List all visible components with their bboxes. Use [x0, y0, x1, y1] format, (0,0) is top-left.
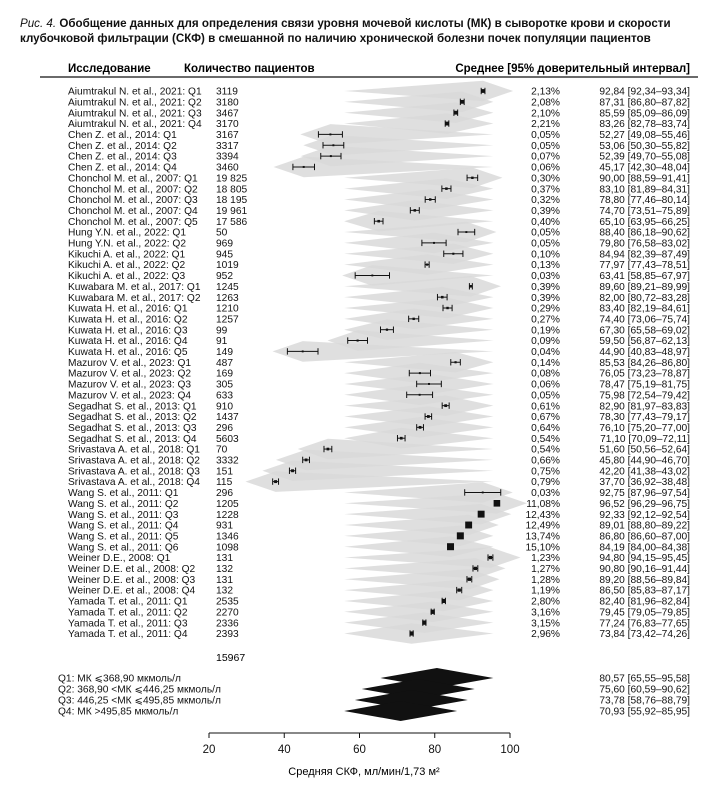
- patient-count: 1098: [216, 542, 239, 554]
- point-estimate: [329, 133, 331, 135]
- patient-count: 1257: [216, 314, 239, 326]
- patient-count: 2535: [216, 596, 239, 608]
- study-estimate-ci: 79,45 [79,05–79,85]: [599, 607, 690, 619]
- study-label: Srivastava A. et al., 2018: Q4: [68, 477, 200, 489]
- study-estimate-ci: 92,75 [87,96–97,54]: [599, 488, 690, 500]
- study-weight: 0,54%: [531, 433, 560, 445]
- study-weight: 13,74%: [525, 531, 560, 543]
- study-weight: 0,05%: [531, 227, 560, 239]
- study-weight: 0,75%: [531, 466, 560, 478]
- point-estimate: [446, 307, 448, 309]
- patient-count: 115: [216, 477, 233, 489]
- x-tick-label: 80: [428, 744, 442, 756]
- study-estimate-ci: 83,40 [82,19–84,61]: [599, 303, 690, 315]
- patient-count: 19 961: [216, 205, 248, 217]
- study-label: Hung Y.N. et al., 2022: Q2: [68, 238, 186, 250]
- study-label: Kikuchi A. et al., 2022: Q2: [68, 260, 186, 272]
- study-estimate-ci: 42,20 [41,38–43,02]: [599, 466, 690, 478]
- study-estimate-ci: 78,30 [77,43–79,17]: [599, 412, 690, 424]
- pooled-label: Q4: МК >495,85 мкмоль/л: [58, 706, 179, 718]
- study-estimate-ci: 37,70 [36,92–38,48]: [599, 477, 690, 489]
- point-estimate: [386, 329, 388, 331]
- study-weight: 0,40%: [531, 216, 560, 228]
- study-label: Yamada T. et al., 2011: Q4: [68, 629, 188, 641]
- study-estimate-ci: 74,70 [73,51–75,89]: [599, 205, 690, 217]
- patient-count: 2393: [216, 629, 239, 641]
- figure-number: Рис. 4.: [20, 17, 57, 30]
- study-estimate-ci: 84,94 [82,39–87,49]: [599, 249, 690, 261]
- prediction-band: [344, 623, 493, 644]
- study-label: Aiumtrakul N. et al., 2021: Q1: [68, 86, 202, 98]
- figure-title: Обобщение данных для определения связи уровня мочевой кислоты (МК) в сыворотке крови и скорости клубочковой фильтрации (СКФ) в смешанной по наличию хронической болезни почек популяции пациентов: [20, 17, 671, 45]
- study-weight: 0,32%: [531, 195, 560, 207]
- study-label: Weiner D.E., 2008: Q1: [68, 553, 171, 565]
- study-weight: 0,07%: [531, 151, 560, 163]
- point-estimate: [409, 631, 413, 635]
- column-header-mean-ci: Среднее [95% доверительный интервал]: [455, 63, 690, 75]
- patient-count: 99: [216, 325, 228, 337]
- study-weight: 15,10%: [525, 542, 560, 554]
- study-weight: 2,13%: [531, 86, 560, 98]
- study-estimate-ci: 94,80 [94,15–95,45]: [599, 553, 690, 565]
- study-label: Chen Z. et al., 2014: Q2: [68, 140, 177, 152]
- study-estimate-ci: 82,90 [81,97–83,83]: [599, 401, 690, 413]
- x-tick-label: 40: [277, 744, 291, 756]
- point-estimate: [422, 621, 426, 625]
- point-estimate: [460, 100, 464, 104]
- patient-count: 1228: [216, 509, 239, 521]
- study-weight: 0,54%: [531, 444, 560, 456]
- study-estimate-ci: 92,84 [92,34–93,34]: [599, 86, 690, 98]
- point-estimate: [454, 111, 458, 115]
- study-estimate-ci: 86,80 [86,60–87,00]: [599, 531, 690, 543]
- patient-count: 91: [216, 336, 228, 348]
- study-estimate-ci: 96,52 [96,29–96,75]: [599, 498, 690, 510]
- study-weight: 3,16%: [531, 607, 560, 619]
- patient-count: 18 805: [216, 184, 248, 196]
- study-weight: 0,14%: [531, 357, 560, 369]
- study-weight: 1,27%: [531, 564, 560, 575]
- study-estimate-ci: 76,05 [73,23–78,87]: [599, 368, 690, 380]
- patient-count: 1210: [216, 303, 239, 315]
- patient-count: 50: [216, 227, 228, 239]
- patient-count: 132: [216, 564, 233, 575]
- study-label: Kikuchi A. et al., 2022: Q3: [68, 271, 186, 283]
- pooled-estimate-ci: 80,57 [65,55–95,58]: [599, 673, 690, 685]
- study-estimate-ci: 82,00 [80,72–83,28]: [599, 292, 690, 304]
- study-label: Wang S. et al., 2011: Q3: [68, 509, 179, 521]
- point-estimate: [327, 448, 330, 451]
- point-estimate: [330, 155, 332, 157]
- study-estimate-ci: 83,10 [81,89–84,31]: [599, 184, 690, 196]
- study-label: Chonchol M. et al., 2007: Q1: [68, 173, 198, 185]
- point-estimate: [433, 242, 435, 244]
- study-label: Mazurov V. et al., 2023: Q1: [68, 357, 192, 369]
- study-label: Yamada T. et al., 2011: Q2: [68, 607, 188, 619]
- study-weight: 0,05%: [531, 140, 560, 152]
- patient-count: 17 586: [216, 216, 248, 228]
- patient-count: 18 195: [216, 195, 248, 207]
- study-weight: 0,04%: [531, 347, 560, 358]
- point-estimate: [371, 275, 373, 277]
- study-weight: 2,10%: [531, 108, 560, 120]
- study-estimate-ci: 45,80 [44,90–46,70]: [599, 455, 690, 467]
- study-label: Srivastava A. et al., 2018: Q3: [68, 466, 200, 478]
- prediction-band-layer: [245, 81, 527, 644]
- study-label: Chonchol M. et al., 2007: Q5: [68, 216, 198, 228]
- patient-count: 910: [216, 401, 233, 413]
- study-weight: 0,27%: [531, 314, 560, 326]
- point-estimate: [274, 480, 277, 483]
- point-estimate: [482, 492, 484, 494]
- study-estimate-ci: 67,30 [65,58–69,02]: [599, 325, 690, 337]
- study-weight: 0,37%: [531, 184, 560, 196]
- total-patients: 15967: [216, 652, 246, 664]
- patient-count: 1019: [216, 260, 239, 272]
- pooled-estimate-ci: 70,93 [55,92–85,95]: [599, 706, 690, 718]
- study-label: Segadhat S. et al., 2013: Q2: [68, 412, 197, 424]
- study-weight: 0,05%: [531, 390, 560, 402]
- study-label: Wang S. et al., 2011: Q4: [68, 520, 179, 532]
- point-estimate: [468, 578, 471, 581]
- study-label: Mazurov V. et al., 2023: Q4: [68, 390, 192, 402]
- study-estimate-ci: 88,40 [86,18–90,62]: [599, 227, 690, 239]
- point-estimate: [412, 318, 414, 320]
- study-estimate-ci: 84,19 [84,00–84,38]: [599, 542, 690, 554]
- study-label: Srivastava A. et al., 2018: Q2: [68, 455, 200, 467]
- study-weight: 1,28%: [531, 574, 560, 586]
- column-header-study: Исследование: [68, 63, 151, 75]
- study-weight: 0,39%: [531, 281, 560, 293]
- study-weight: 0,29%: [531, 303, 560, 315]
- study-weight: 2,80%: [531, 596, 560, 608]
- study-weight: 0,03%: [531, 488, 560, 500]
- study-estimate-ci: 52,39 [49,70–55,08]: [599, 151, 690, 163]
- patient-count: 1245: [216, 281, 239, 293]
- study-weight: 0,64%: [531, 422, 560, 434]
- patient-count: 3317: [216, 140, 239, 152]
- study-label: Kuwata H. et al., 2016: Q3: [68, 325, 188, 337]
- point-estimate: [305, 458, 308, 461]
- study-weight: 0,67%: [531, 412, 560, 424]
- study-estimate-ci: 82,40 [81,96–82,84]: [599, 596, 690, 608]
- study-estimate-ci: 59,50 [56,87–62,13]: [599, 336, 690, 348]
- patient-count: 19 825: [216, 173, 248, 185]
- patient-count: 3467: [216, 108, 239, 120]
- study-weight: 0,08%: [531, 368, 560, 380]
- study-estimate-ci: 75,98 [72,54–79,42]: [599, 390, 690, 402]
- study-label: Segadhat S. et al., 2013: Q3: [68, 422, 197, 434]
- study-estimate-ci: 92,33 [92,12–92,54]: [599, 509, 690, 521]
- point-estimate: [377, 220, 380, 223]
- study-label: Aiumtrakul N. et al., 2021: Q3: [68, 108, 202, 120]
- point-estimate: [400, 437, 403, 440]
- study-label: Yamada T. et al., 2011: Q1: [68, 596, 188, 608]
- patient-count: 1205: [216, 498, 239, 510]
- point-estimate: [291, 469, 294, 472]
- study-weight: 1,23%: [531, 553, 560, 565]
- point-estimate: [444, 404, 447, 407]
- study-label: Chonchol M. et al., 2007: Q3: [68, 195, 198, 207]
- point-estimate: [481, 89, 485, 93]
- study-estimate-ci: 52,27 [49,08–55,46]: [599, 130, 690, 141]
- pooled-estimate-ci: 73,78 [58,76–88,79]: [599, 695, 690, 707]
- study-label: Kuwata H. et al., 2016: Q4: [68, 336, 188, 348]
- study-estimate-ci: 65,10 [63,95–66,25]: [599, 216, 690, 228]
- study-weight: 12,49%: [525, 520, 560, 532]
- study-estimate-ci: 86,50 [85,83–87,17]: [599, 585, 690, 597]
- study-estimate-ci: 85,53 [84,26–86,80]: [599, 357, 690, 369]
- study-label: Hung Y.N. et al., 2022: Q1: [68, 227, 186, 239]
- point-estimate: [303, 166, 305, 168]
- study-estimate-ci: 76,10 [75,20–77,00]: [599, 422, 690, 434]
- study-estimate-ci: 89,20 [88,56–89,84]: [599, 574, 690, 586]
- point-estimate: [445, 187, 448, 190]
- study-estimate-ci: 78,47 [75,19–81,75]: [599, 379, 690, 391]
- point-estimate: [332, 144, 334, 146]
- study-weight: 0,13%: [531, 260, 560, 272]
- study-label: Segadhat S. et al., 2013: Q1: [68, 401, 197, 413]
- point-estimate: [302, 350, 304, 352]
- study-estimate-ci: 78,80 [77,46–80,14]: [599, 195, 690, 207]
- study-label: Kuwabara M. et al., 2017: Q2: [68, 292, 201, 304]
- pooled-label: Q3: 446,25 <МК ⩽495,85 мкмоль/л: [58, 695, 221, 707]
- patient-count: 3332: [216, 455, 239, 467]
- study-weight: 2,08%: [531, 97, 560, 109]
- x-tick-label: 100: [500, 744, 520, 756]
- patient-count: 296: [216, 422, 233, 434]
- point-estimate: [419, 372, 421, 374]
- study-estimate-ci: 73,84 [73,42–74,26]: [599, 629, 690, 641]
- point-estimate: [454, 361, 456, 363]
- point-estimate: [465, 522, 472, 529]
- study-label: Wang S. et al., 2011: Q1: [68, 488, 179, 500]
- patient-count: 1263: [216, 292, 239, 304]
- patient-count: 1346: [216, 531, 239, 543]
- point-estimate: [457, 532, 464, 539]
- patient-count: 3119: [216, 86, 238, 98]
- study-estimate-ci: 77,24 [76,83–77,65]: [599, 618, 690, 630]
- point-estimate: [357, 340, 359, 342]
- study-label: Kikuchi A. et al., 2022: Q1: [68, 249, 186, 261]
- study-weight: 0,61%: [531, 401, 560, 413]
- study-estimate-ci: 89,60 [89,21–89,99]: [599, 281, 690, 293]
- point-estimate: [429, 198, 431, 200]
- point-estimate: [447, 543, 454, 550]
- x-tick-label: 20: [202, 744, 216, 756]
- study-weight: 1,19%: [531, 585, 560, 597]
- study-label: Weiner D.E. et al., 2008: Q2: [68, 564, 196, 575]
- point-estimate: [414, 209, 417, 212]
- study-weight: 0,66%: [531, 455, 560, 467]
- study-label: Yamada T. et al., 2011: Q3: [68, 618, 188, 630]
- study-weight: 0,06%: [531, 162, 560, 174]
- study-estimate-ci: 90,80 [90,16–91,44]: [599, 564, 690, 575]
- study-weight: 0,39%: [531, 205, 560, 217]
- study-estimate-ci: 79,80 [76,58–83,02]: [599, 238, 690, 250]
- patient-count: 969: [216, 238, 233, 250]
- study-weight: 0,05%: [531, 130, 560, 141]
- study-label: Srivastava A. et al., 2018: Q1: [68, 444, 200, 456]
- pooled-estimates: [58, 668, 690, 721]
- patient-count: 2270: [216, 607, 239, 619]
- study-weight: 11,08%: [526, 498, 560, 510]
- patient-count: 3180: [216, 97, 239, 109]
- pooled-label: Q1: МК ⩽368,90 мкмоль/л: [58, 673, 181, 685]
- point-estimate: [452, 253, 454, 255]
- patient-count: 945: [216, 249, 233, 261]
- study-label: Kuwata H. et al., 2016: Q1: [68, 303, 188, 315]
- study-label: Chonchol M. et al., 2007: Q4: [68, 205, 198, 217]
- study-label: Chonchol M. et al., 2007: Q2: [68, 184, 198, 196]
- study-estimate-ci: 83,26 [82,78–83,74]: [599, 119, 690, 131]
- study-estimate-ci: 74,40 [73,06–75,74]: [599, 314, 690, 326]
- patient-count: 131: [216, 574, 233, 586]
- study-weight: 0,10%: [531, 249, 560, 261]
- study-label: Kuwabara M. et al., 2017: Q1: [68, 281, 201, 293]
- point-estimate: [431, 610, 435, 614]
- study-weight: 0,03%: [531, 271, 560, 283]
- study-estimate-ci: 87,31 [86,80–87,82]: [599, 97, 690, 109]
- study-estimate-ci: 51,60 [50,56–52,64]: [599, 444, 690, 456]
- point-estimate: [494, 500, 501, 507]
- point-estimate: [442, 599, 446, 603]
- point-estimate: [478, 511, 485, 518]
- x-axis-label: Средняя СКФ, мл/мин/1,73 м²: [288, 766, 440, 778]
- patient-count: 2336: [216, 618, 239, 630]
- point-estimate: [441, 296, 444, 299]
- point-estimate: [471, 177, 473, 179]
- patient-count: 1437: [216, 412, 239, 424]
- patient-count: 3167: [216, 130, 239, 141]
- point-estimate: [465, 231, 467, 233]
- point-estimate: [426, 264, 428, 266]
- patient-count: 305: [216, 379, 233, 391]
- study-estimate-ci: 45,17 [42,30–48,04]: [599, 162, 690, 174]
- point-estimate: [470, 285, 473, 288]
- study-label: Chen Z. et al., 2014: Q4: [68, 162, 177, 174]
- patient-count: 3460: [216, 162, 239, 174]
- point-estimate: [445, 122, 449, 126]
- column-header-patients: Количество пациентов: [184, 63, 315, 75]
- patient-count: 296: [216, 488, 233, 500]
- study-label: Weiner D.E. et al., 2008: Q4: [68, 585, 196, 597]
- patient-count: 633: [216, 390, 233, 402]
- patient-count: 70: [216, 444, 228, 456]
- point-estimate: [428, 383, 430, 385]
- patient-count: 3394: [216, 151, 239, 163]
- patient-count: 3170: [216, 119, 239, 131]
- study-label: Weiner D.E. et al., 2008: Q3: [68, 574, 196, 586]
- point-estimate: [474, 567, 477, 570]
- study-label: Wang S. et al., 2011: Q2: [68, 498, 179, 510]
- patient-count: 151: [216, 466, 233, 478]
- study-weight: 12,43%: [525, 509, 560, 521]
- study-label: Mazurov V. et al., 2023: Q3: [68, 379, 192, 391]
- study-label: Mazurov V. et al., 2023: Q2: [68, 368, 192, 380]
- x-axis: [203, 733, 520, 756]
- patient-count: 952: [216, 271, 233, 283]
- study-label: Segadhat S. et al., 2013: Q4: [68, 433, 197, 445]
- patient-count: 131: [216, 553, 233, 565]
- study-label: Chen Z. et al., 2014: Q1: [68, 130, 177, 141]
- patient-count: 132: [216, 585, 233, 597]
- study-weight: 3,15%: [531, 618, 560, 630]
- study-label: Wang S. et al., 2011: Q6: [68, 542, 179, 554]
- point-estimate: [489, 556, 492, 559]
- study-estimate-ci: 77,97 [77,43–78,51]: [599, 260, 690, 272]
- study-weight: 2,96%: [531, 629, 560, 641]
- study-estimate-ci: 89,01 [88,80–89,22]: [599, 520, 690, 532]
- study-label: Aiumtrakul N. et al., 2021: Q4: [68, 119, 202, 131]
- patient-count: 149: [216, 347, 233, 358]
- study-weight: 0,39%: [531, 292, 560, 304]
- study-label: Kuwata H. et al., 2016: Q2: [68, 314, 188, 326]
- patient-count: 5603: [216, 433, 239, 445]
- study-label: Kuwata H. et al., 2016: Q5: [68, 347, 188, 358]
- study-weight: 0,05%: [531, 238, 560, 250]
- pooled-label: Q2: 368,90 <МК ⩽446,25 мкмоль/л: [58, 684, 221, 696]
- study-estimate-ci: 44,90 [40,83–48,97]: [599, 347, 690, 358]
- study-weight: 2,21%: [531, 119, 560, 131]
- patient-count: 487: [216, 357, 233, 369]
- study-estimate-ci: 90,00 [88,59–91,41]: [599, 173, 690, 185]
- patient-count: 931: [216, 520, 233, 532]
- point-estimate: [458, 588, 461, 591]
- study-estimate-ci: 85,59 [85,09–86,09]: [599, 108, 690, 120]
- study-weight: 0,06%: [531, 379, 560, 391]
- study-label: Chen Z. et al., 2014: Q3: [68, 151, 177, 163]
- study-estimate-ci: 53,06 [50,30–55,82]: [599, 140, 690, 152]
- point-estimate: [419, 394, 421, 396]
- study-weight: 0,19%: [531, 325, 560, 337]
- patient-count: 169: [216, 368, 233, 380]
- study-estimate-ci: 71,10 [70,09–72,11]: [600, 433, 690, 445]
- point-estimate: [419, 426, 422, 429]
- study-estimate-ci: 63,41 [58,85–67,97]: [599, 271, 690, 283]
- x-tick-label: 60: [353, 744, 366, 756]
- point-estimate: [427, 415, 430, 418]
- study-weight: 0,30%: [531, 173, 560, 185]
- pooled-estimate-ci: 75,60 [60,59–90,62]: [599, 684, 690, 696]
- study-label: Wang S. et al., 2011: Q5: [68, 531, 179, 543]
- study-label: Aiumtrakul N. et al., 2021: Q2: [68, 97, 202, 109]
- study-weight: 0,79%: [531, 477, 560, 489]
- study-weight: 0,09%: [531, 336, 560, 348]
